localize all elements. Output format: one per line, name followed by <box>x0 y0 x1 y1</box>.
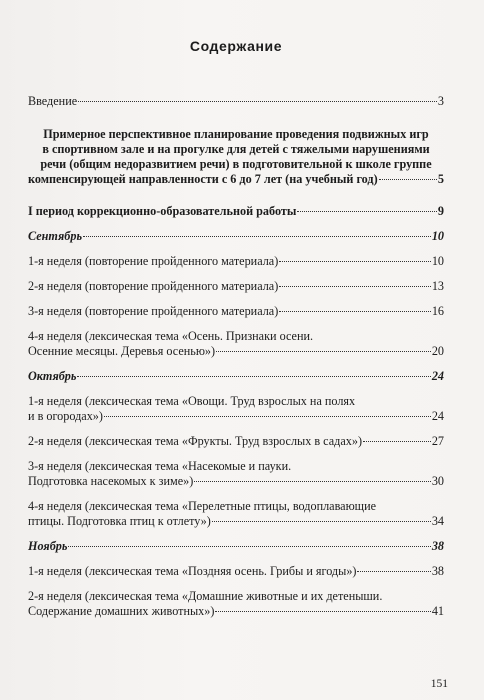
toc-entry-text: компенсирующей направленности с 6 до 7 лет (на учебный год) <box>28 172 378 186</box>
toc-entry-text: Ноябрь <box>28 539 68 553</box>
toc-entry-text: 3-я неделя (повторение пройденного материала) <box>28 304 279 318</box>
dot-leader <box>279 311 431 312</box>
dot-leader <box>279 261 431 262</box>
toc-entry-page: 34 <box>431 514 444 528</box>
table-of-contents <box>28 38 444 619</box>
toc-entry <box>28 254 444 269</box>
dot-leader <box>216 351 431 352</box>
toc-entry-page: 10 <box>431 229 444 243</box>
toc-entry-line: 1-я неделя (лексическая тема «Овощи. Труд взрослых на полях <box>28 394 356 408</box>
toc-entry-final-line <box>28 254 444 269</box>
toc-entry-final-line <box>28 172 444 187</box>
toc-entry-page: 5 <box>437 172 444 186</box>
dot-leader <box>104 416 431 417</box>
toc-entry-page: 20 <box>431 344 444 358</box>
toc-entry <box>28 369 444 384</box>
toc-entry-final-line <box>28 514 444 529</box>
toc-entry-final-line <box>28 304 444 319</box>
toc-entry-final-line <box>28 409 444 424</box>
toc-entry <box>28 279 444 294</box>
toc-entry <box>28 459 444 489</box>
page-title: Содержание <box>189 38 283 54</box>
toc-entry-page: 13 <box>431 279 444 293</box>
toc-entry-line: 4-я неделя (лексическая тема «Перелетные птицы, водоплавающие <box>28 499 377 513</box>
dot-leader <box>363 441 431 442</box>
toc-entry <box>28 94 444 109</box>
toc-entry-final-line <box>28 539 444 554</box>
toc-entry-page: 10 <box>431 254 444 268</box>
toc-entry <box>28 304 444 319</box>
toc-entry <box>28 204 444 219</box>
toc-entry-line: Примерное перспективное планирование проведения подвижных игр <box>43 127 429 141</box>
toc-entry-page: 24 <box>431 409 444 423</box>
toc-entry-final-line <box>28 564 444 579</box>
page-number: 151 <box>430 678 448 690</box>
toc-entry-page: 27 <box>431 434 444 448</box>
toc-entry-line: 2-я неделя (лексическая тема «Домашние животные и их детеныши. <box>28 589 383 603</box>
toc-entries <box>28 94 444 619</box>
toc-entry-page: 30 <box>431 474 444 488</box>
toc-entry-final-line <box>28 229 444 244</box>
toc-entry-page: 41 <box>431 604 444 618</box>
toc-entry-page: 16 <box>431 304 444 318</box>
toc-entry <box>28 539 444 554</box>
toc-entry <box>28 434 444 449</box>
toc-entry-text: Сентябрь <box>28 229 83 243</box>
toc-entry <box>28 127 444 187</box>
toc-entry-text: 2-я неделя (лексическая тема «Фрукты. Труд взрослых в садах») <box>28 434 362 448</box>
toc-entry-text: 2-я неделя (повторение пройденного материала) <box>28 279 279 293</box>
toc-entry-final-line <box>28 279 444 294</box>
toc-entry-text: Введение <box>28 94 78 108</box>
toc-entry-page: 24 <box>431 369 444 383</box>
toc-entry-final-line <box>28 344 444 359</box>
toc-entry-line: 3-я неделя (лексическая тема «Насекомые и пауки. <box>28 459 292 473</box>
dot-leader <box>212 521 431 522</box>
toc-entry <box>28 394 444 424</box>
toc-entry-text: 1-я неделя (повторение пройденного материала) <box>28 254 279 268</box>
toc-entry-line: речи (общим недоразвитием речи) в подготовительной к школе группе <box>40 157 432 171</box>
toc-entry-page: 38 <box>431 564 444 578</box>
toc-entry-final-line <box>28 369 444 384</box>
toc-entry-text: Подготовка насекомых к зиме») <box>28 474 194 488</box>
toc-entry <box>28 499 444 529</box>
toc-entry-text: и в огородах») <box>28 409 103 423</box>
toc-entry-text: Октябрь <box>28 369 77 383</box>
toc-entry-final-line <box>28 604 444 619</box>
toc-entry-page: 38 <box>431 539 444 553</box>
toc-entry-text: I период коррекционно-образовательной работы <box>28 204 297 218</box>
dot-leader <box>215 611 430 612</box>
toc-entry-page: 3 <box>437 94 444 108</box>
dot-leader <box>297 211 437 212</box>
dot-leader <box>83 236 431 237</box>
toc-entry <box>28 589 444 619</box>
dot-leader <box>194 481 431 482</box>
dot-leader <box>77 376 430 377</box>
toc-entry-text: птицы. Подготовка птиц к отлету») <box>28 514 211 528</box>
toc-entry-text: Осенние месяцы. Деревья осенью») <box>28 344 216 358</box>
dot-leader <box>279 286 431 287</box>
toc-entry-final-line <box>28 434 444 449</box>
toc-entry <box>28 329 444 359</box>
toc-entry-text: Содержание домашних животных») <box>28 604 215 618</box>
toc-entry-final-line <box>28 94 444 109</box>
toc-entry-line: в спортивном зале и на прогулке для детей с тяжелыми нарушениями <box>42 142 430 156</box>
toc-entry <box>28 229 444 244</box>
dot-leader <box>78 101 437 102</box>
dot-leader <box>357 571 430 572</box>
toc-entry-page: 9 <box>437 204 444 218</box>
toc-entry-final-line <box>28 474 444 489</box>
toc-entry-line: 4-я неделя (лексическая тема «Осень. Признаки осени. <box>28 329 314 343</box>
toc-entry-final-line <box>28 204 444 219</box>
dot-leader <box>68 546 430 547</box>
toc-entry <box>28 564 444 579</box>
toc-entry-text: 1-я неделя (лексическая тема «Поздняя осень. Грибы и ягоды») <box>28 564 357 578</box>
dot-leader <box>379 179 437 180</box>
